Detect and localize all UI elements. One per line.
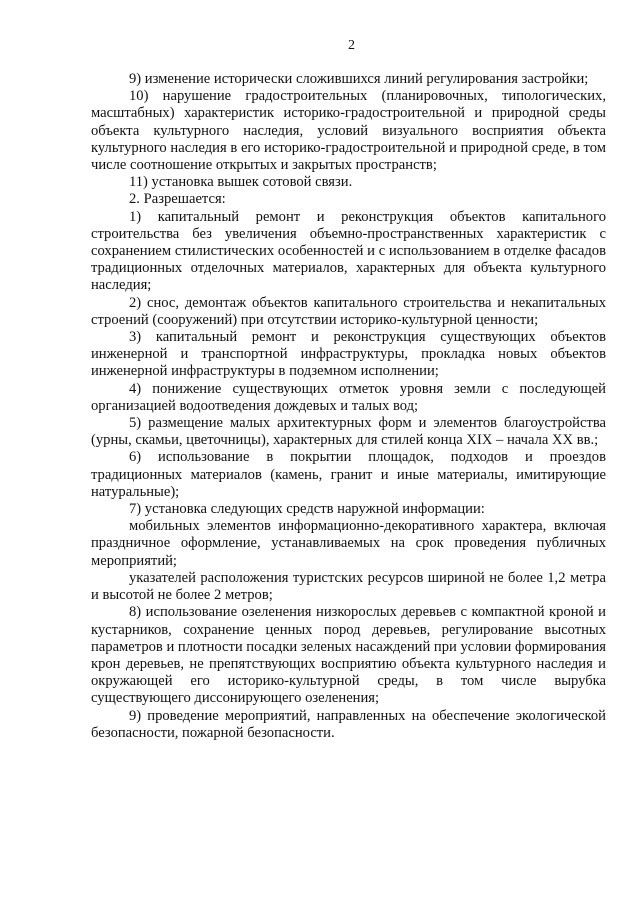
- paragraph-permitted-2: 2) снос, демонтаж объектов капитального строительства и некапитальных строений (сооружений) при отсутствии историко-культурной ценности;: [91, 294, 606, 328]
- paragraph-prohibited-9: 9) изменение исторически сложившихся линий регулирования застройки;: [129, 71, 589, 87]
- page-number: 2: [348, 38, 355, 53]
- paragraph-permitted-6: 6) использование в покрытии площадок, подходов и проездов традиционных материалов (камень, гранит и иные материалы, имитирующие натуральные);: [91, 449, 606, 500]
- paragraph-permitted-8: 8) использование озеленения низкорослых деревьев с компактной кроной и кустарников, сохранение ценных пород деревьев, регулирование высотных параметров и плотности посадки зеленых насаждений при условии формирования крон деревьев, не препятствующих восприятию объекта культурного наследия и окружающей его историко-культурной среды, в том числе вырубка существующего диссонирующего озеленения;: [91, 604, 606, 707]
- section-heading-permitted: 2. Разрешается:: [129, 191, 226, 208]
- paragraph-permitted-9: 9) проведение мероприятий, направленных на обеспечение экологической безопасности, пожарной безопасности.: [91, 707, 606, 741]
- paragraph-permitted-3: 3) капитальный ремонт и реконструкция существующих объектов инженерной и транспортной инфраструктуры, прокладка новых объектов инженерной инфраструктуры в подземном исполнении;: [91, 329, 606, 380]
- paragraph-prohibited-11: 11) установка вышек сотовой связи.: [129, 174, 353, 191]
- paragraph-prohibited-10: 10) нарушение градостроительных (планировочных, типологических, масштабных) характеристик историко-градостроительной и природной среды объекта культурного наследия, условий визуального восприятия объекта культурного наследия в его историко-градостроительной и природной среде, в том числе соотношение открытых и закрытых пространств;: [91, 88, 606, 174]
- paragraph-permitted-1: 1) капитальный ремонт и реконструкция объектов капитального строительства без увеличения объемно-пространственных характеристик с сохранением стилистических особенностей и с использованием в отделке фасадов традиционных отделочных материалов, характерных для объекта культурного наследия;: [91, 208, 606, 294]
- paragraph-permitted-5: 5) размещение малых архитектурных форм и элементов благоустройства (урны, скамьи, цветочницы), характерных для стилей конца XIX – начала XX вв.;: [91, 415, 606, 449]
- paragraph-permitted-7-signs: указателей расположения туристских ресурсов шириной не более 1,2 метра и высотой не более 2 метров;: [91, 569, 606, 604]
- paragraph-permitted-7-mobile: мобильных элементов информационно-декоративного характера, включая праздничное оформление, устанавливаемых на срок проведения публичных мероприятий;: [91, 518, 606, 569]
- paragraph-permitted-7: 7) установка следующих средств наружной информации:: [129, 501, 485, 518]
- paragraph-permitted-4: 4) понижение существующих отметок уровня земли с последующей организацией водоотведения дождевых и талых вод;: [91, 380, 606, 414]
